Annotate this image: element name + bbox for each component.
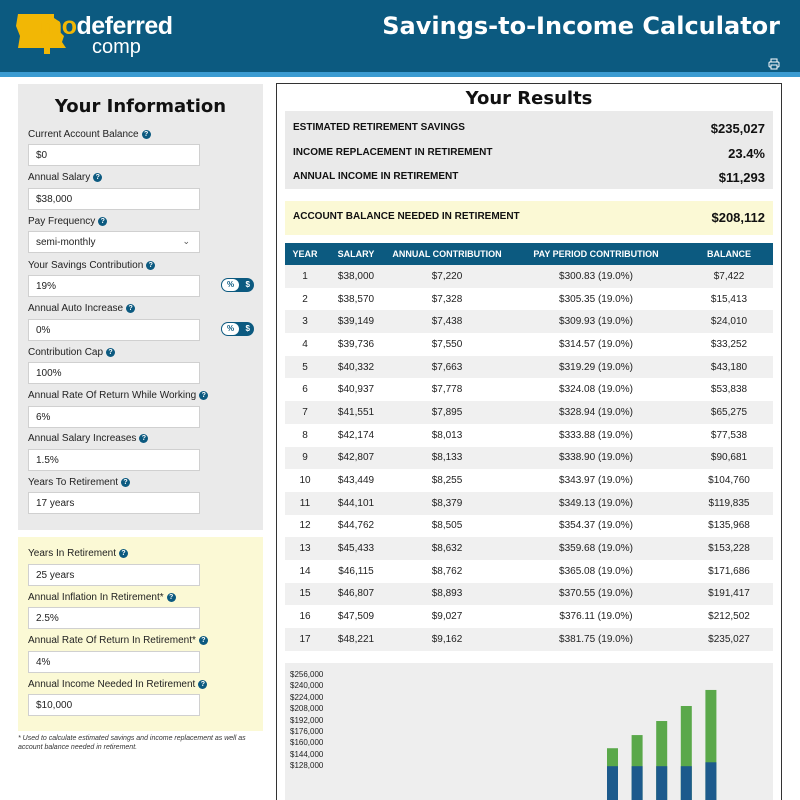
table-row [285,628,773,651]
toggle-dollar: $ [245,280,250,289]
help-icon[interactable]: ? [199,636,208,645]
estimated-savings-value: $235,027 [710,121,765,136]
table-row [285,356,773,379]
table-row [285,583,773,606]
table-row [285,560,773,583]
table-cell: $7,220 [431,270,463,282]
table-cell: $7,895 [431,406,463,418]
table-cell: 6 [302,384,308,396]
income-needed-input[interactable]: $10,000 [28,694,200,716]
table-cell: $40,332 [337,361,375,373]
rate-of-return-retirement-label: Annual Rate Of Return In Retirement* ? [28,635,208,646]
balance-needed-box [285,201,773,235]
help-icon[interactable]: ? [142,130,151,139]
table-cell: $333.88 (19.0%) [559,429,633,441]
contribution-cap-input[interactable]: 100% [28,362,200,384]
table-cell: $359.68 (19.0%) [559,543,633,555]
table-cell: $9,027 [431,611,463,623]
help-icon[interactable]: ? [167,593,176,602]
help-icon[interactable]: ? [121,478,130,487]
table-cell: 8 [302,429,308,441]
y-tick-label: $208,000 [290,704,324,714]
y-tick-label: $240,000 [290,681,324,691]
chevron-down-icon: ⌄ [182,236,190,246]
table-cell: $8,133 [431,452,463,464]
income-needed-label: Annual Income Needed In Retirement ? [28,679,207,690]
balance-needed-value: $208,112 [711,210,765,225]
print-icon[interactable] [768,58,780,70]
table-cell: $365.08 (19.0%) [559,565,633,577]
table-cell: $328.94 (19.0%) [559,406,633,418]
mo-deferred-comp-logo[interactable] [14,6,173,62]
column-header-salary: SALARY [337,249,375,259]
results-table [285,243,773,651]
table-cell: $319.29 (19.0%) [559,361,633,373]
table-cell: $119,835 [708,497,750,509]
your-information-panel [18,84,263,530]
table-cell: $338.90 (19.0%) [559,452,633,464]
help-icon[interactable]: ? [119,549,128,558]
table-cell: $39,149 [337,316,375,328]
logo-deferred: deferred [76,12,173,40]
table-cell: $309.93 (19.0%) [559,316,633,328]
table-cell: 13 [299,543,311,555]
table-cell: 15 [299,588,311,600]
table-cell: $42,174 [337,429,375,441]
table-cell: $300.83 (19.0%) [559,270,633,282]
table-cell: $212,502 [708,611,750,623]
column-header-annual-contribution: ANNUAL CONTRIBUTION [392,249,502,259]
inflation-in-retirement-label: Annual Inflation In Retirement* ? [28,592,176,603]
savings-contribution-label: Your Savings Contribution ? [28,260,155,271]
table-cell: 5 [302,361,308,373]
table-cell: $314.57 (19.0%) [559,338,633,350]
table-cell: 10 [299,475,311,487]
table-cell: $135,968 [708,520,750,532]
table-cell: $38,570 [337,293,375,305]
balance-chart-bars [285,663,773,800]
current-account-balance-label: Current Account Balance ? [28,129,151,140]
table-row [285,310,773,333]
table-cell: 12 [299,520,311,532]
table-row [285,469,773,492]
table-cell: $38,000 [337,270,375,282]
table-cell: $7,663 [431,361,463,373]
balance-needed-label: ACCOUNT BALANCE NEEDED IN RETIREMENT [293,211,520,222]
table-cell: $324.08 (19.0%) [559,384,633,396]
table-row [285,378,773,401]
header-accent-stripe [0,72,800,77]
table-cell: $42,807 [337,452,375,464]
table-cell: $7,550 [431,338,463,350]
table-cell: $8,379 [431,497,463,509]
toggle-percent: % [222,279,239,291]
table-cell: $8,255 [431,475,463,487]
auto-increase-unit-toggle[interactable] [221,322,254,336]
table-cell: $46,807 [337,588,375,600]
column-header-balance: BALANCE [707,249,751,259]
y-tick-label: $128,000 [290,761,324,771]
toggle-dollar: $ [245,324,250,333]
y-tick-label: $224,000 [290,692,324,702]
annual-income-label: ANNUAL INCOME IN RETIREMENT [293,171,459,182]
table-cell: 14 [299,565,311,577]
table-row [285,605,773,628]
your-results-panel [276,83,782,800]
annual-auto-increase-label: Annual Auto Increase ? [28,303,135,314]
help-icon[interactable]: ? [146,261,155,270]
table-cell: 4 [302,338,308,350]
table-cell: $7,778 [431,384,463,396]
table-cell: 9 [302,452,308,464]
table-cell: $305.35 (19.0%) [559,293,633,305]
y-tick-label: $144,000 [290,749,324,759]
help-icon[interactable]: ? [198,680,207,689]
rate-of-return-working-label: Annual Rate Of Return While Working ? [28,390,208,401]
table-cell: $44,101 [337,497,375,509]
help-icon[interactable]: ? [126,304,135,313]
table-cell: $53,838 [710,384,748,396]
table-cell: $40,937 [337,384,375,396]
table-cell: 2 [302,293,308,305]
table-cell: $8,893 [431,588,463,600]
table-cell: $8,632 [431,543,463,555]
results-summary [285,111,773,189]
contribution-bar[interactable] [705,762,716,800]
logo-mo: mo [40,12,77,40]
estimated-savings-label: ESTIMATED RETIREMENT SAVINGS [293,122,465,133]
years-to-retirement-label: Years To Retirement ? [28,477,130,488]
table-cell: $381.75 (19.0%) [559,633,633,645]
toggle-percent: % [222,323,239,335]
table-cell: $104,760 [708,475,750,487]
savings-contribution-unit-toggle[interactable] [221,278,254,292]
pay-frequency-select[interactable]: semi-monthly ⌄ [28,231,200,253]
table-cell: $77,538 [710,429,748,441]
years-in-retirement-input[interactable]: 25 years [28,564,200,586]
table-cell: $343.97 (19.0%) [559,475,633,487]
y-tick-label: $160,000 [290,738,324,748]
help-icon[interactable]: ? [106,348,115,357]
table-cell: $7,328 [431,293,463,305]
page-title: Savings-to-Income Calculator [382,12,780,40]
table-cell: $376.11 (19.0%) [559,611,633,623]
table-cell: $45,433 [337,543,375,555]
table-cell: 1 [302,270,308,282]
table-cell: 3 [302,316,308,328]
rate-of-return-retirement-input[interactable]: 4% [28,651,200,673]
y-tick-label: $176,000 [290,727,324,736]
contribution-bar[interactable] [656,766,667,800]
your-results-title: Your Results [465,88,593,109]
contribution-bar[interactable] [681,766,692,800]
table-cell: 16 [299,611,311,623]
footnote: * Used to calculate estimated savings and income replacement as well as account balance needed in retirement. [18,735,246,751]
table-cell: $43,180 [710,361,748,373]
table-cell: $235,027 [708,633,750,645]
pay-frequency-label: Pay Frequency ? [28,216,107,227]
table-cell: $39,736 [337,338,375,350]
inflation-in-retirement-input[interactable]: 2.5% [28,607,200,629]
annual-income-value: $11,293 [718,170,765,185]
table-row [285,515,773,538]
contribution-bar[interactable] [607,766,618,800]
table-cell: $65,275 [710,406,748,418]
help-icon[interactable]: ? [93,173,102,182]
table-row [285,447,773,470]
table-row [285,333,773,356]
annual-salary-increases-input[interactable]: 1.5% [28,449,200,471]
help-icon[interactable]: ? [199,391,208,400]
table-cell: $24,010 [710,316,748,328]
table-cell: 11 [299,497,311,509]
column-header-pay-period-contribution: PAY PERIOD CONTRIBUTION [533,249,659,259]
table-row [285,288,773,311]
table-cell: $153,228 [708,543,750,555]
contribution-bar[interactable] [632,766,643,800]
table-cell: $8,013 [431,429,463,441]
annual-auto-increase-input[interactable]: 0% [28,319,200,341]
table-cell: $171,686 [708,565,750,577]
table-row [285,492,773,515]
table-cell: $8,505 [431,520,463,532]
table-cell: $354.37 (19.0%) [559,520,633,532]
table-cell: $7,438 [431,316,463,328]
current-account-balance-input[interactable]: $0 [28,144,200,166]
table-cell: $8,762 [431,565,463,577]
annual-salary-input[interactable]: $38,000 [28,188,200,210]
income-replacement-value: 23.4% [728,146,765,161]
table-row [285,401,773,424]
rate-of-return-working-input[interactable]: 6% [28,406,200,428]
help-icon[interactable]: ? [98,217,107,226]
table-cell: $9,162 [431,633,463,645]
table-row [285,537,773,560]
table-cell: $46,115 [338,565,374,577]
table-cell: 7 [302,406,308,418]
table-row [285,265,773,288]
retirement-assumptions-panel [18,537,263,731]
table-cell: $48,221 [337,633,375,645]
table-row [285,424,773,447]
annual-salary-increases-label: Annual Salary Increases ? [28,433,148,444]
table-cell: $33,252 [710,338,748,350]
balance-chart [285,663,773,800]
table-cell: $15,413 [710,293,748,305]
table-cell: $43,449 [337,475,375,487]
income-replacement-label: INCOME REPLACEMENT IN RETIREMENT [293,147,493,158]
savings-contribution-input[interactable]: 19% [28,275,200,297]
help-icon[interactable]: ? [139,434,148,443]
years-to-retirement-input[interactable]: 17 years [28,492,200,514]
table-cell: 17 [299,633,311,645]
logo-comp: comp [92,36,141,58]
table-cell: $44,762 [337,520,375,532]
years-in-retirement-label: Years In Retirement ? [28,548,128,559]
table-cell: $191,417 [708,588,750,600]
table-cell: $349.13 (19.0%) [559,497,633,509]
y-tick-label: $192,000 [290,715,324,725]
annual-salary-label: Annual Salary ? [28,172,102,183]
app-header [0,0,800,72]
table-cell: $41,551 [337,406,375,418]
column-header-year: YEAR [292,249,318,259]
table-cell: $47,509 [337,611,375,623]
contribution-cap-label: Contribution Cap ? [28,347,115,358]
table-cell: $370.55 (19.0%) [559,588,633,600]
your-information-title: Your Information [54,96,227,117]
table-cell: $90,681 [710,452,748,464]
table-header [285,243,773,265]
table-cell: $7,422 [713,270,745,282]
y-tick-label: $256,000 [290,670,324,679]
